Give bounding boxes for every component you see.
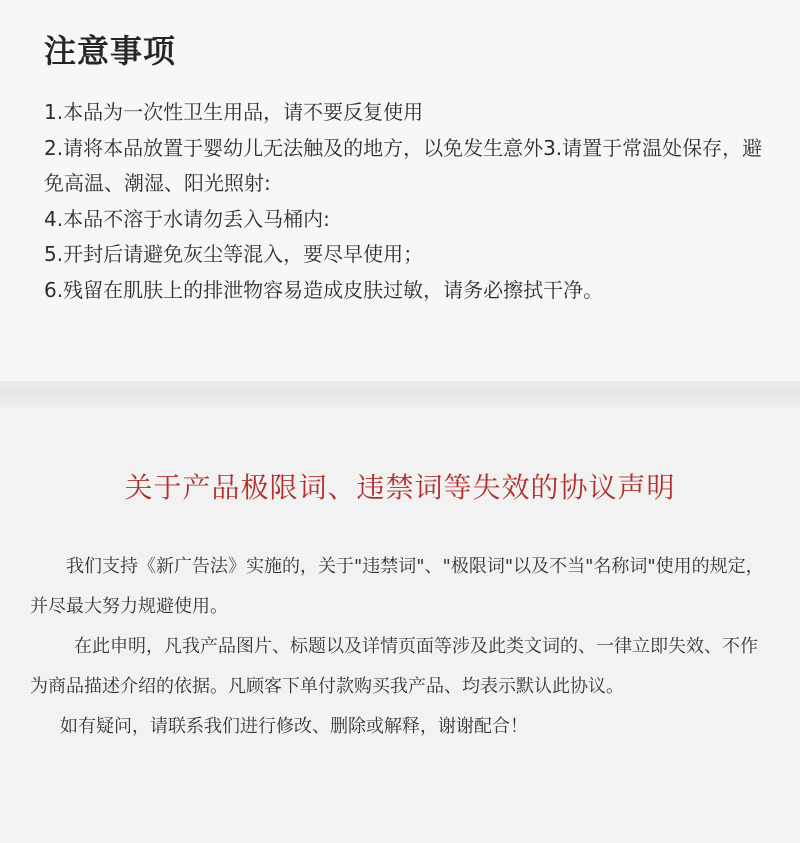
notice-title: 注意事项	[44, 32, 177, 70]
section-divider	[0, 381, 800, 407]
notice-item: 6.残留在肌肤上的排泄物容易造成皮肤过敏，请务必擦拭干净。	[44, 277, 604, 302]
notice-item: 1.本品为一次性卫生用品，请不要反复使用	[44, 100, 424, 124]
declaration-paragraph: 我们支持《新广告法》实施的，关于"违禁词"、"极限词"以及不当"名称词"使用的规定，并尽最大努力规避使用。	[30, 556, 764, 617]
notice-list	[44, 95, 774, 309]
declaration-paragraph: 在此申明，凡我产品图片、标题以及详情页面等涉及此类文词的、一律立即失效、不作为商品描述介绍的依据。凡顾客下单付款购买我产品、均表示默认此协议。	[30, 636, 758, 697]
notice-item: 2.请将本品放置于婴幼儿无法触及的地方，以免发生意外3.请置于常温处保存，避免高温、潮湿、阳光照射:	[44, 135, 763, 196]
declaration-paragraph: 如有疑问，请联系我们进行修改、删除或解释，谢谢配合！	[60, 716, 528, 737]
notice-item: 5.开封后请避免灰尘等混入，要尽早使用；	[44, 242, 424, 267]
declaration-section	[0, 407, 800, 843]
notice-item: 4.本品不溶于水请勿丢入马桶内:	[44, 206, 330, 231]
notice-section	[0, 0, 800, 381]
declaration-title: 关于产品极限词、违禁词等失效的协议声明	[124, 471, 676, 504]
declaration-body	[30, 547, 765, 747]
